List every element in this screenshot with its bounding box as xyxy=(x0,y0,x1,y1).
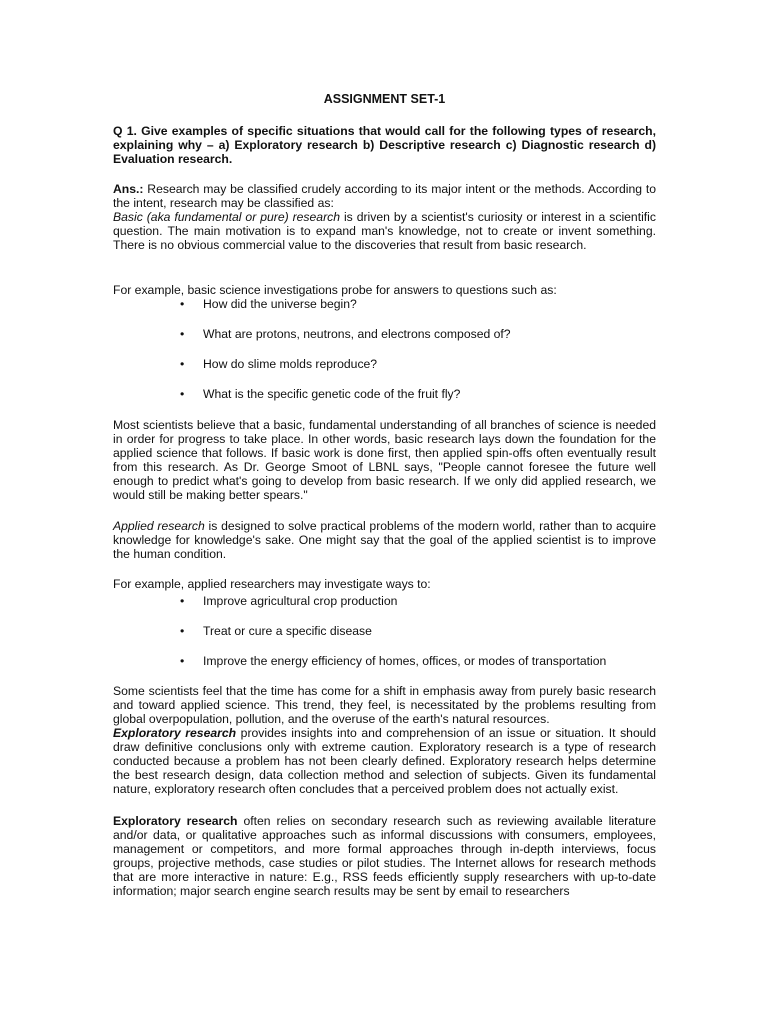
exploratory-para-1 xyxy=(113,726,656,796)
exploratory-text-2: often relies on secondary research such as reviewing available literature and/or data, or qualitative approaches such as informal discussions with consumers, employees, management or competitors, and more formal approaches through in-depth interviews, focus groups, projective methods, case studies or pilot studies. The Internet allows for research methods that are more interactive in nature: E.g., RSS feeds efficiently supply researchers with up-to-date information; major search engine search results may be sent by email to researchers xyxy=(113,814,656,898)
exploratory-term-2: Exploratory research xyxy=(113,814,238,828)
basic-research-text: is driven by a scientist's curiosity or interest in a scientific question. The main motivation is to expand man's knowledge, not to create or invent something. There is no obvious commercial value to the discoveries that result from basic research. xyxy=(113,210,656,252)
shift-para: Some scientists feel that the time has come for a shift in emphasis away from purely basic research and toward applied science. This trend, they feel, is necessitated by the problems resulting from global overpopulation, pollution, and the overuse of the earth's natural resources. xyxy=(113,684,656,726)
applied-research-text: is designed to solve practical problems of the modern world, rather than to acquire knowledge for knowledge's sake. One might say that the goal of the applied scientist is to improve the human condition. xyxy=(113,519,656,561)
exploratory-para-2 xyxy=(113,814,656,898)
applied-research-para xyxy=(113,519,656,561)
list-item: • How do slime molds reproduce? xyxy=(113,357,656,387)
basic-example-intro: For example, basic science investigations probe for answers to questions such as: xyxy=(113,283,557,297)
exploratory-text-1: provides insights into and comprehension of an issue or situation. It should draw definitive conclusions only with extreme caution. Exploratory research is a type of research conducted because a problem has not been clearly defined. Exploratory research helps determine the best research design, data collection method and selection of subjects. Given its fundamental nature, exploratory research often concludes that a perceived problem does not actually exist. xyxy=(113,726,656,796)
list-item: • Improve agricultural crop production xyxy=(113,594,656,624)
applied-example-intro: For example, applied researchers may investigate ways to: xyxy=(113,577,431,591)
answer-label: Ans.: xyxy=(113,182,144,196)
question-text: Q 1. Give examples of specific situations that would call for the following types of research, explaining why – a) Exploratory research b) Descriptive research c) Diagnostic research d) Evaluation research. xyxy=(113,124,656,166)
smoot-para: Most scientists believe that a basic, fundamental understanding of all branches of science is needed in order for progress to take place. In other words, basic research lays down the foundation for the applied science that follows. If basic work is done first, then applied spin-offs often eventually result from this research. As Dr. George Smoot of LBNL says, "People cannot foresee the future well enough to predict what's going to develop from basic research. If we only did applied research, we would still be making better spears." xyxy=(113,418,656,502)
list-item: • How did the universe begin? xyxy=(113,297,656,327)
answer-intro-text: Research may be classified crudely according to its major intent or the methods. According to the intent, research may be classified as: xyxy=(113,182,656,210)
list-item: • What is the specific genetic code of the fruit fly? xyxy=(113,387,656,417)
basic-research-term: Basic (aka fundamental or pure) research xyxy=(113,210,341,224)
list-item: • Treat or cure a specific disease xyxy=(113,624,656,654)
list-item: • What are protons, neutrons, and electrons composed of? xyxy=(113,327,656,357)
applied-research-term: Applied research xyxy=(113,519,205,533)
applied-examples-list xyxy=(113,594,656,684)
answer-intro xyxy=(113,182,656,210)
exploratory-term: Exploratory research xyxy=(113,726,237,740)
basic-examples-list xyxy=(113,297,656,417)
basic-research-para xyxy=(113,210,656,252)
list-item: • Improve the energy efficiency of homes, offices, or modes of transportation xyxy=(113,654,656,684)
assignment-title: ASSIGNMENT SET-1 xyxy=(323,92,446,106)
